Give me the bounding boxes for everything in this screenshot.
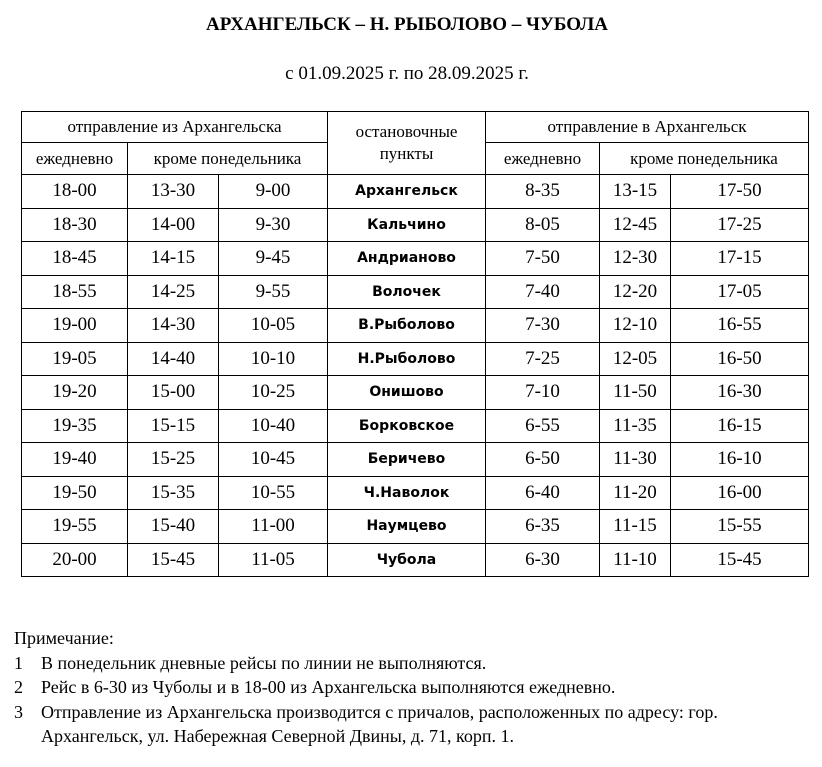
time-cell-from-ex1: 15-00 xyxy=(128,376,219,410)
time-cell-from-ex2: 11-00 xyxy=(219,510,328,544)
time-cell-to-daily: 6-55 xyxy=(486,409,600,443)
time-cell-from-daily: 19-00 xyxy=(22,309,128,343)
time-cell-to-ex1: 11-10 xyxy=(600,543,671,577)
stop-name-cell: Чубола xyxy=(328,543,486,577)
time-cell-from-ex1: 14-40 xyxy=(128,342,219,376)
stop-name-cell: Кальчино xyxy=(328,208,486,242)
time-cell-to-ex1: 12-10 xyxy=(600,309,671,343)
time-cell-from-daily: 19-55 xyxy=(22,510,128,544)
to-except-monday-header: кроме понедельника xyxy=(600,143,809,175)
time-cell-from-daily: 18-00 xyxy=(22,175,128,209)
time-cell-to-ex2: 17-15 xyxy=(671,242,809,276)
time-cell-from-ex2: 9-00 xyxy=(219,175,328,209)
time-cell-to-ex1: 11-35 xyxy=(600,409,671,443)
to-daily-header: ежедневно xyxy=(486,143,600,175)
from-except-monday-header: кроме понедельника xyxy=(128,143,328,175)
time-cell-from-ex2: 9-45 xyxy=(219,242,328,276)
time-cell-from-ex2: 10-05 xyxy=(219,309,328,343)
time-cell-from-ex2: 10-45 xyxy=(219,443,328,477)
time-cell-to-ex2: 15-45 xyxy=(671,543,809,577)
time-cell-from-ex2: 10-25 xyxy=(219,376,328,410)
note-number: 3 xyxy=(14,701,23,722)
from-daily-header: ежедневно xyxy=(22,143,128,175)
time-cell-from-daily: 19-35 xyxy=(22,409,128,443)
time-cell-to-ex2: 17-25 xyxy=(671,208,809,242)
time-cell-to-daily: 6-50 xyxy=(486,443,600,477)
table-row xyxy=(22,443,809,477)
time-cell-to-ex1: 12-05 xyxy=(600,342,671,376)
time-cell-to-ex2: 16-10 xyxy=(671,443,809,477)
time-cell-from-ex2: 10-55 xyxy=(219,476,328,510)
schedule-title: АРХАНГЕЛЬСК – Н. РЫБОЛОВО – ЧУБОЛА xyxy=(205,14,608,35)
schedule-table xyxy=(21,111,809,577)
notes-heading: Примечание: xyxy=(14,628,114,648)
from-city-header: отправление из Архангельска xyxy=(22,112,328,143)
time-cell-from-daily: 19-20 xyxy=(22,376,128,410)
table-row xyxy=(22,242,809,276)
time-cell-from-ex1: 15-40 xyxy=(128,510,219,544)
time-cell-to-ex1: 12-20 xyxy=(600,275,671,309)
note-item xyxy=(14,700,814,749)
time-cell-from-ex1: 15-45 xyxy=(128,543,219,577)
time-cell-from-daily: 18-55 xyxy=(22,275,128,309)
table-row xyxy=(22,342,809,376)
table-header-row xyxy=(22,112,809,143)
time-cell-from-ex1: 13-30 xyxy=(128,175,219,209)
time-cell-to-ex2: 17-50 xyxy=(671,175,809,209)
stop-name-cell: Беричево xyxy=(328,443,486,477)
stop-name-cell: Борковское xyxy=(328,409,486,443)
table-row xyxy=(22,510,809,544)
time-cell-to-ex1: 11-50 xyxy=(600,376,671,410)
time-cell-from-ex1: 14-15 xyxy=(128,242,219,276)
table-row xyxy=(22,376,809,410)
stop-name-cell: Архангельск xyxy=(328,175,486,209)
time-cell-from-ex1: 15-15 xyxy=(128,409,219,443)
time-cell-to-daily: 8-35 xyxy=(486,175,600,209)
time-cell-from-ex2: 10-10 xyxy=(219,342,328,376)
time-cell-to-ex2: 15-55 xyxy=(671,510,809,544)
time-cell-to-ex1: 11-15 xyxy=(600,510,671,544)
time-cell-to-ex1: 12-45 xyxy=(600,208,671,242)
time-cell-to-ex2: 16-15 xyxy=(671,409,809,443)
stop-name-cell: Онишово xyxy=(328,376,486,410)
time-cell-to-ex1: 11-30 xyxy=(600,443,671,477)
time-cell-to-daily: 7-30 xyxy=(486,309,600,343)
note-number: 2 xyxy=(14,677,23,697)
time-cell-to-daily: 6-35 xyxy=(486,510,600,544)
time-cell-from-daily: 19-50 xyxy=(22,476,128,510)
time-cell-from-ex1: 14-00 xyxy=(128,208,219,242)
time-cell-from-daily: 18-30 xyxy=(22,208,128,242)
time-cell-to-ex1: 12-30 xyxy=(600,242,671,276)
stop-name-cell: Н.Рыболово xyxy=(328,342,486,376)
note-item xyxy=(14,675,814,700)
time-cell-from-ex1: 14-25 xyxy=(128,275,219,309)
time-cell-to-ex2: 16-30 xyxy=(671,376,809,410)
time-cell-to-ex2: 16-50 xyxy=(671,342,809,376)
time-cell-to-daily: 7-40 xyxy=(486,275,600,309)
time-cell-to-daily: 6-40 xyxy=(486,476,600,510)
table-row xyxy=(22,175,809,209)
time-cell-from-ex2: 9-55 xyxy=(219,275,328,309)
time-cell-from-daily: 20-00 xyxy=(22,543,128,577)
time-cell-from-ex1: 15-25 xyxy=(128,443,219,477)
schedule-period: с 01.09.2025 г. по 28.09.2025 г. xyxy=(285,63,529,84)
time-cell-to-daily: 7-25 xyxy=(486,342,600,376)
time-cell-from-ex1: 15-35 xyxy=(128,476,219,510)
time-cell-from-daily: 19-05 xyxy=(22,342,128,376)
note-text: Рейс в 6-30 из Чуболы и в 18-00 из Архангельска выполняются ежедневно. xyxy=(41,677,616,697)
table-row xyxy=(22,409,809,443)
stop-name-cell: В.Рыболово xyxy=(328,309,486,343)
time-cell-to-ex1: 13-15 xyxy=(600,175,671,209)
stop-name-cell: Наумцево xyxy=(328,510,486,544)
note-text: В понедельник дневные рейсы по линии не выполняются. xyxy=(41,652,487,673)
time-cell-to-daily: 7-50 xyxy=(486,242,600,276)
stops-header: остановочные пункты xyxy=(328,112,486,175)
time-cell-from-daily: 19-40 xyxy=(22,443,128,477)
table-row xyxy=(22,309,809,343)
time-cell-from-ex2: 9-30 xyxy=(219,208,328,242)
notes-section xyxy=(14,626,814,749)
table-row xyxy=(22,208,809,242)
note-item xyxy=(14,651,814,676)
time-cell-to-daily: 6-30 xyxy=(486,543,600,577)
to-city-header: отправление в Архангельск xyxy=(486,112,809,143)
time-cell-from-daily: 18-45 xyxy=(22,242,128,276)
time-cell-from-ex2: 10-40 xyxy=(219,409,328,443)
note-text: Отправление из Архангельска производится с причалов, расположенных по адресу: гор. Архангельск, ул. Набережная Северной Двины, д. 71, корп. 1. xyxy=(41,701,718,746)
note-number: 1 xyxy=(14,652,23,673)
stop-name-cell: Волочек xyxy=(328,275,486,309)
time-cell-to-ex1: 11-20 xyxy=(600,476,671,510)
stop-name-cell: Ч.Наволок xyxy=(328,476,486,510)
time-cell-to-ex2: 16-00 xyxy=(671,476,809,510)
time-cell-to-daily: 7-10 xyxy=(486,376,600,410)
table-row xyxy=(22,476,809,510)
notes-list xyxy=(14,651,814,749)
time-cell-from-ex2: 11-05 xyxy=(219,543,328,577)
time-cell-to-ex2: 16-55 xyxy=(671,309,809,343)
stop-name-cell: Андрианово xyxy=(328,242,486,276)
table-row xyxy=(22,543,809,577)
time-cell-to-ex2: 17-05 xyxy=(671,275,809,309)
table-row xyxy=(22,275,809,309)
time-cell-from-ex1: 14-30 xyxy=(128,309,219,343)
time-cell-to-daily: 8-05 xyxy=(486,208,600,242)
